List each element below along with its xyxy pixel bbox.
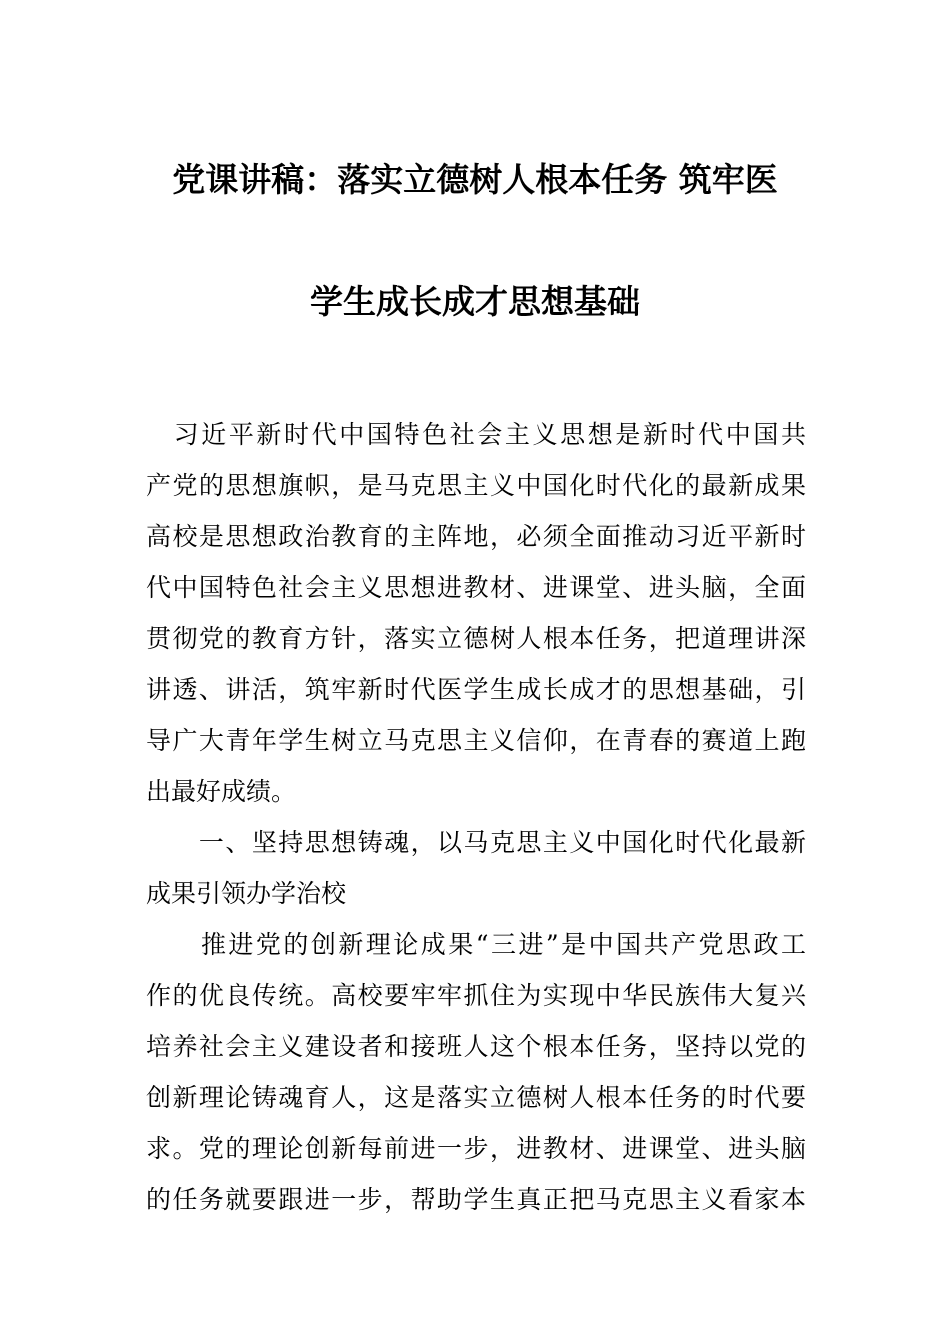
- body-text-line: 讲透、讲活，筑牢新时代医学生成长成才的思想基础，引: [146, 675, 806, 704]
- body-text-line: 导广大青年学生树立马克思主义信仰，在青春的赛道上跑: [146, 726, 806, 755]
- document-title-line-1: 党课讲稿：落实立德树人根本任务 筑牢医: [172, 160, 778, 199]
- body-text-line: 贯彻党的教育方针，落实立德树人根本任务，把道理讲深: [146, 624, 806, 653]
- body-text-line: 求。党的理论创新每前进一步，进教材、进课堂、进头脑: [146, 1134, 806, 1163]
- body-text-line: 习近平新时代中国特色社会主义思想是新时代中国共: [146, 420, 806, 449]
- body-text-line: 作的优良传统。高校要牢牢抓住为实现中华民族伟大复兴: [146, 981, 806, 1010]
- body-text-line: 产党的思想旗帜，是马克思主义中国化时代化的最新成果: [146, 471, 806, 500]
- body-text-line: 代中国特色社会主义思想进教材、进课堂、进头脑，全面: [146, 573, 806, 602]
- body-text-line: 出最好成绩。: [146, 777, 297, 806]
- section-heading-line: 成果引领办学治校: [146, 879, 347, 908]
- body-text-line: 的任务就要跟进一步，帮助学生真正把马克思主义看家本: [146, 1185, 806, 1214]
- body-text-line: 高校是思想政治教育的主阵地，必须全面推动习近平新时: [146, 522, 806, 551]
- document-title-line-2: 学生成长成才思想基础: [310, 282, 640, 321]
- section-heading-line: 一、坚持思想铸魂，以马克思主义中国化时代化最新: [146, 828, 806, 857]
- body-text-line: 推进党的创新理论成果“三进”是中国共产党思政工: [146, 930, 806, 959]
- body-text-line: 创新理论铸魂育人，这是落实立德树人根本任务的时代要: [146, 1083, 806, 1112]
- body-text-line: 培养社会主义建设者和接班人这个根本任务，坚持以党的: [146, 1032, 806, 1061]
